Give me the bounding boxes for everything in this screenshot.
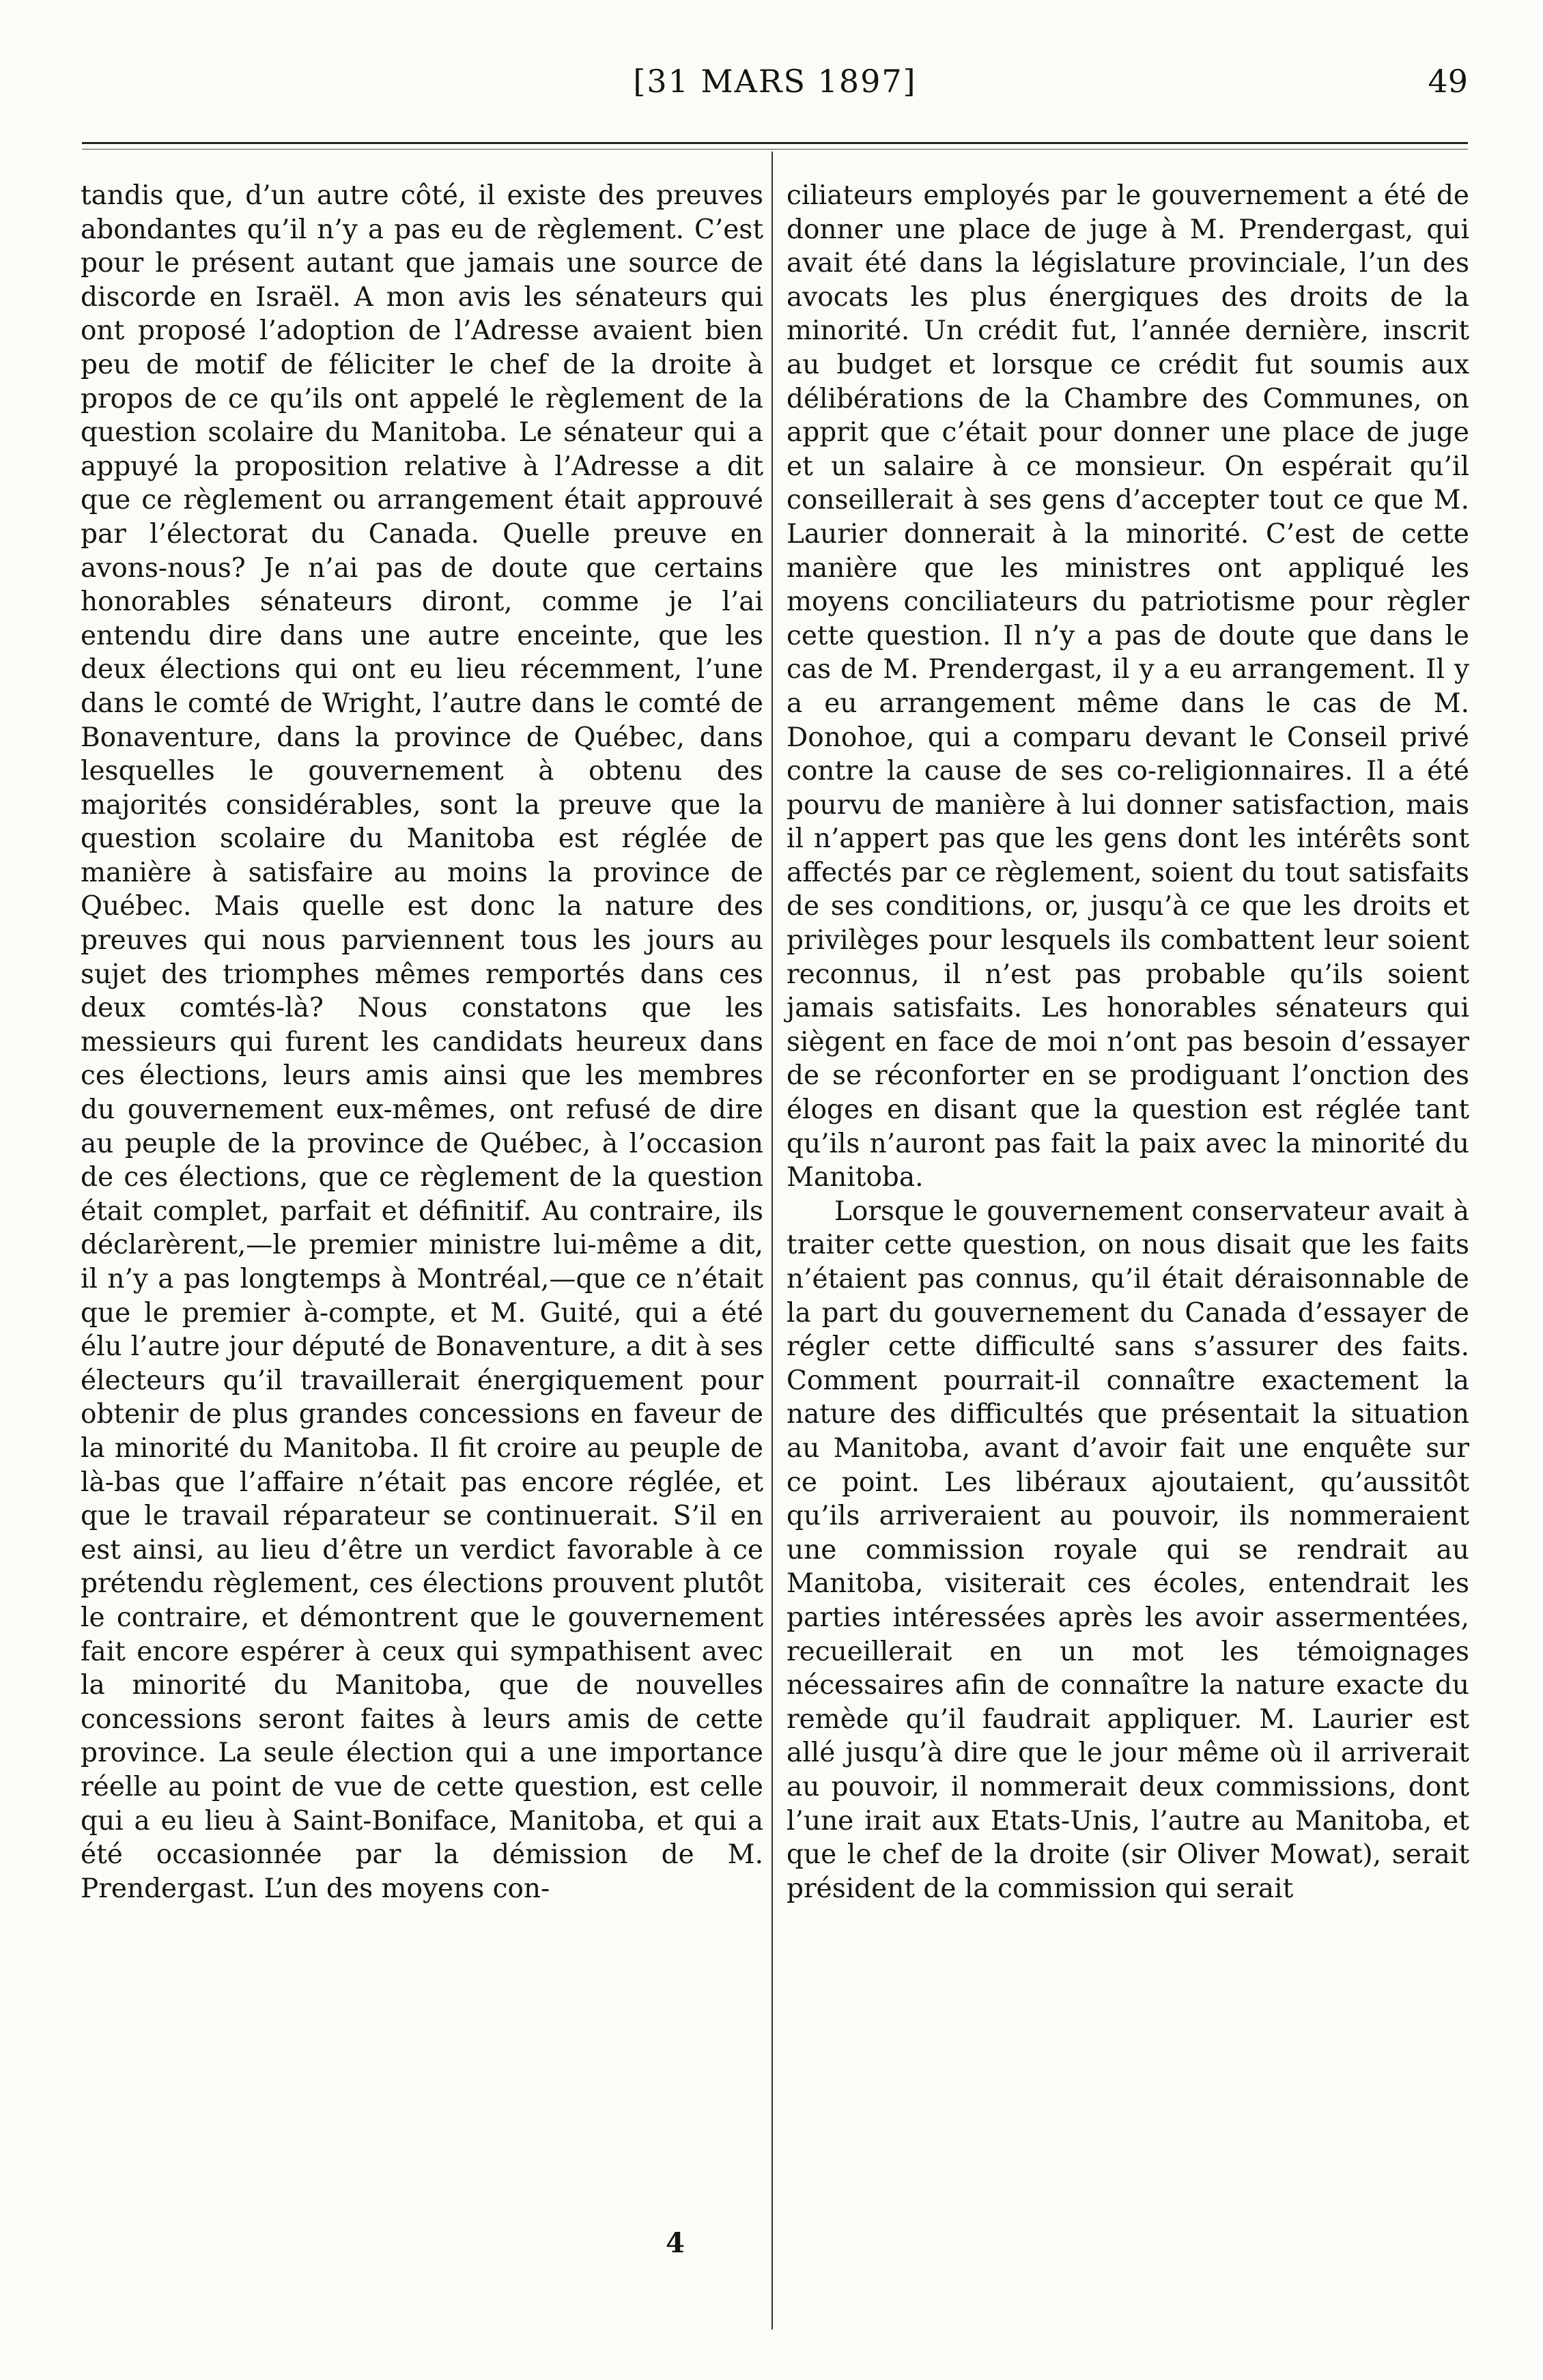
right-column	[787, 179, 1469, 1906]
left-column	[81, 179, 763, 1906]
column-divider	[772, 152, 773, 2329]
right-paragraph-2: Lorsque le gouvernement conservateur avait à traiter cette question, on nous disait que les faits n’étaient pas connus, qu’il était déraisonnable de la part du gouvernement du Canada d’essayer de régler cette difficulté sans s’assurer des faits. Comment pourrait-il connaître exactement la nature des difficultés que présentait la situation au Manitoba, avant d’avoir fait une enquête sur ce point. Les libéraux ajoutaient, qu’aussitôt qu’ils arriveraient au pouvoir, ils nommeraient une commission royale qui se rendrait au Manitoba, visiterait ces écoles, entendrait les parties intéressées après les avoir assermentées, recueillerait en un mot les témoignages nécessaires afin de connaître la nature exacte du remède qu’il faudrait appliquer. M. Laurier est allé jusqu’à dire que le jour même où il arriverait au pouvoir, il nommerait deux commissions, dont l’une irait aux Etats-Unis, l’autre au Manitoba, et que le chef de la droite (sir Oliver Mowat), serait président de la commission qui serait	[787, 1195, 1469, 1904]
header-date: [31 MARS 1897]	[633, 63, 917, 100]
left-paragraph-1: tandis que, d’un autre côté, il existe des preuves abondantes qu’il n’y a pas eu de règlement. C’est pour le présent autant que jamais une source de discorde en Israël. A mon avis les sénateurs qui ont proposé l’adoption de l’Adresse avaient bien peu de motif de féliciter le chef de la droite à propos de ce qu’ils ont appelé le règlement de la question scolaire du Manitoba. Le sénateur qui a appuyé la proposition relative à l’Adresse a dit que ce règlement ou arrangement était approuvé par l’électorat du Canada. Quelle preuve en avons-nous? Je n’ai pas de doute que certains honorables sénateurs diront, comme je l’ai entendu dire dans une autre enceinte, que les deux élections qui ont eu lieu récemment, l’une dans le comté de Wright, l’autre dans le comté de Bonaventure, dans la province de Québec, dans lesquelles le gouvernement à obtenu des majorités considérables, sont la preuve que la question scolaire du Manitoba est réglée de manière à satisfaire au moins la province de Québec. Mais quelle est donc la nature des preuves qui nous parviennent tous les jours au sujet des triomphes mêmes remportés dans ces deux comtés-là? Nous constatons que les messieurs qui furent les candidats heureux dans ces élections, leurs amis ainsi que les membres du gouvernement eux-mêmes, ont refusé de dire au peuple de la province de Québec, à l’occasion de ces élections, que ce règlement de la question était complet, parfait et définitif. Au contraire, ils déclarèrent,—le premier ministre lui-même a dit, il n’y a pas longtemps à Montréal,—que ce n’était que le premier à-compte, et M. Guité, qui a été élu l’autre jour député de Bonaventure, a dit à ses électeurs qu’il travaillerait énergiquement pour obtenir de plus grandes concessions en faveur de la minorité du Manitoba. Il fit croire au peuple de là-bas que l’affaire n’était pas encore réglée, et que le travail réparateur se continuerait. S’il en est ainsi, au lieu d’être un verdict favorable à ce prétendu règlement, ces élections prouvent plutôt le contraire, et démontrent que le gouvernement fait encore espérer à ceux qui sympathisent avec la minorité du Manitoba, que de nouvelles concessions seront faites à leurs amis de cette province. La seule élection qui a une importance réelle au point de vue de cette question, est celle qui a eu lieu à Saint-Boniface, Manitoba, et qui a été occasionnée par la démission de M. Prendergast. L’un des moyens con-	[81, 180, 763, 1904]
right-paragraph-1: ciliateurs employés par le gouvernement a été de donner une place de juge à M. Prendergast, qui avait été dans la législature provinciale, l’un des avocats les plus énergiques des droits de la minorité. Un crédit fut, l’année dernière, inscrit au budget et lorsque ce crédit fut soumis aux délibérations de la Chambre des Communes, on apprit que c’était pour donner une place de juge et un salaire à ce monsieur. On espérait qu’il conseillerait à ses gens d’accepter tout ce que M. Laurier donnerait à la minorité. C’est de cette manière que les ministres ont appliqué les moyens conciliateurs du patriotisme pour règler cette question. Il n’y a pas de doute que dans le cas de M. Prendergast, il y a eu arrangement. Il y a eu arrangement même dans le cas de M. Donohoe, qui a comparu devant le Conseil privé contre la cause de ses co-religionnaires. Il a été pourvu de manière à lui donner satisfaction, mais il n’appert pas que les gens dont les intérêts sont affectés par ce règlement, soient du tout satisfaits de ses conditions, or, jusqu’à ce que les droits et privilèges pour lesquels ils combattent leur soient reconnus, il n’est pas probable qu’ils soient jamais satisfaits. Les honorables sénateurs qui siègent en face de moi n’ont pas besoin d’essayer de se réconforter en se prodiguant l’onction des éloges en disant que la question est réglée tant qu’ils n’auront pas fait la paix avec la minorité du Manitoba.	[787, 180, 1469, 1193]
page-number: 49	[1428, 63, 1468, 100]
header-rule	[82, 142, 1468, 144]
signature-mark: 4	[666, 2227, 685, 2259]
page-header	[82, 63, 1468, 111]
header-rule-thin	[82, 149, 1468, 150]
